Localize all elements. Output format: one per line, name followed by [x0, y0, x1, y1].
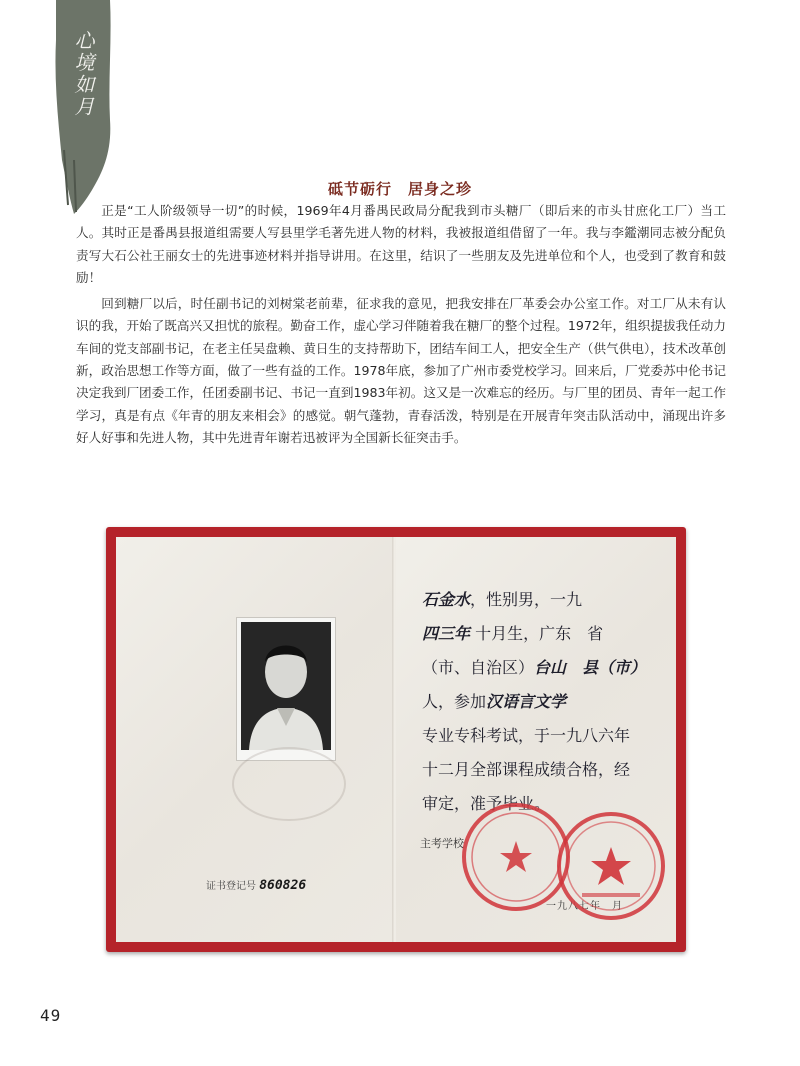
- issue-date: 一九八七年 月: [546, 901, 623, 912]
- cert-line: 人，参加汉语言文学: [422, 692, 567, 711]
- cert-line: 石金水，性别男，一九: [422, 590, 583, 609]
- cert-line: （市、自治区）台山 县（市）: [422, 658, 647, 677]
- graduation-certificate-photo: [106, 527, 686, 952]
- exam-committee-seal: [552, 807, 670, 925]
- portrait-figure: [241, 622, 331, 750]
- banner-title: 心境如月: [71, 30, 95, 118]
- embossed-seal: [232, 747, 346, 821]
- section-title: 砥节砺行 居身之珍: [327, 180, 472, 198]
- cert-line: 审定，准予毕业。: [422, 794, 551, 813]
- cert-line: 十二月全部课程成绩合格，经: [422, 760, 631, 779]
- cert-line: 四三年 十月生，广东 省: [422, 624, 604, 643]
- certificate-text: [422, 583, 672, 821]
- certificate-right-page: [396, 537, 676, 942]
- page-number: 49: [40, 1006, 62, 1025]
- examining-school-label: 主考学校: [420, 837, 464, 850]
- certificate-left-page: [116, 537, 395, 942]
- cert-line: 专业专科考试，于一九八六年: [422, 726, 631, 745]
- paragraph-1: 正是“工人阶级领导一切”的时候，1969年4月番禺民政局分配我到市头糖厂（即后来的市头甘庶化工厂）当工人。其时正是番禺县报道组需要人写县里学毛著先进人物的材料，我被报道组借留了一年。我与李鑑潮同志被分配负责写大石公社王丽女士的先进事迹材料并指导讲用。在这里，结识了一些朋友及先进单位和个人，也受到了教育和鼓励！: [76, 203, 726, 285]
- article-body: [76, 200, 726, 453]
- paragraph-2: 回到糖厂以后，时任副书记的刘树棠老前辈，征求我的意见，把我安排在厂革委会办公室工作。对工厂从未有认识的我，开始了既高兴又担忧的旅程。勤奋工作，虚心学习伴随着我在糖厂的整个过程。1972年，组织提拔我任动力车间的党支部副书记，在老主任吴盘赖、黄日生的支持帮助下，团结车间工人，把安全生产（供气供电），技术改革创新，政治思想工作等方面，做了一些有益的工作。1978年底，参加了广州市委党校学习。回来后，厂党委苏中伦书记决定我到厂团委工作，任团委副书记、书记一直到1983年初。这又是一次难忘的经历。与厂里的团员、青年一起工作学习，真是有点《年青的朋友来相会》的感觉。朝气蓬勃，青春活泼，特别是在开展青年突击队活动中，涌现出许多好人好事和先进人物，其中先进青年谢若迅被评为全国新长征突击手。: [76, 296, 726, 445]
- registration-number: 证书登记号 860826: [206, 878, 307, 893]
- portrait-photo: [236, 617, 336, 761]
